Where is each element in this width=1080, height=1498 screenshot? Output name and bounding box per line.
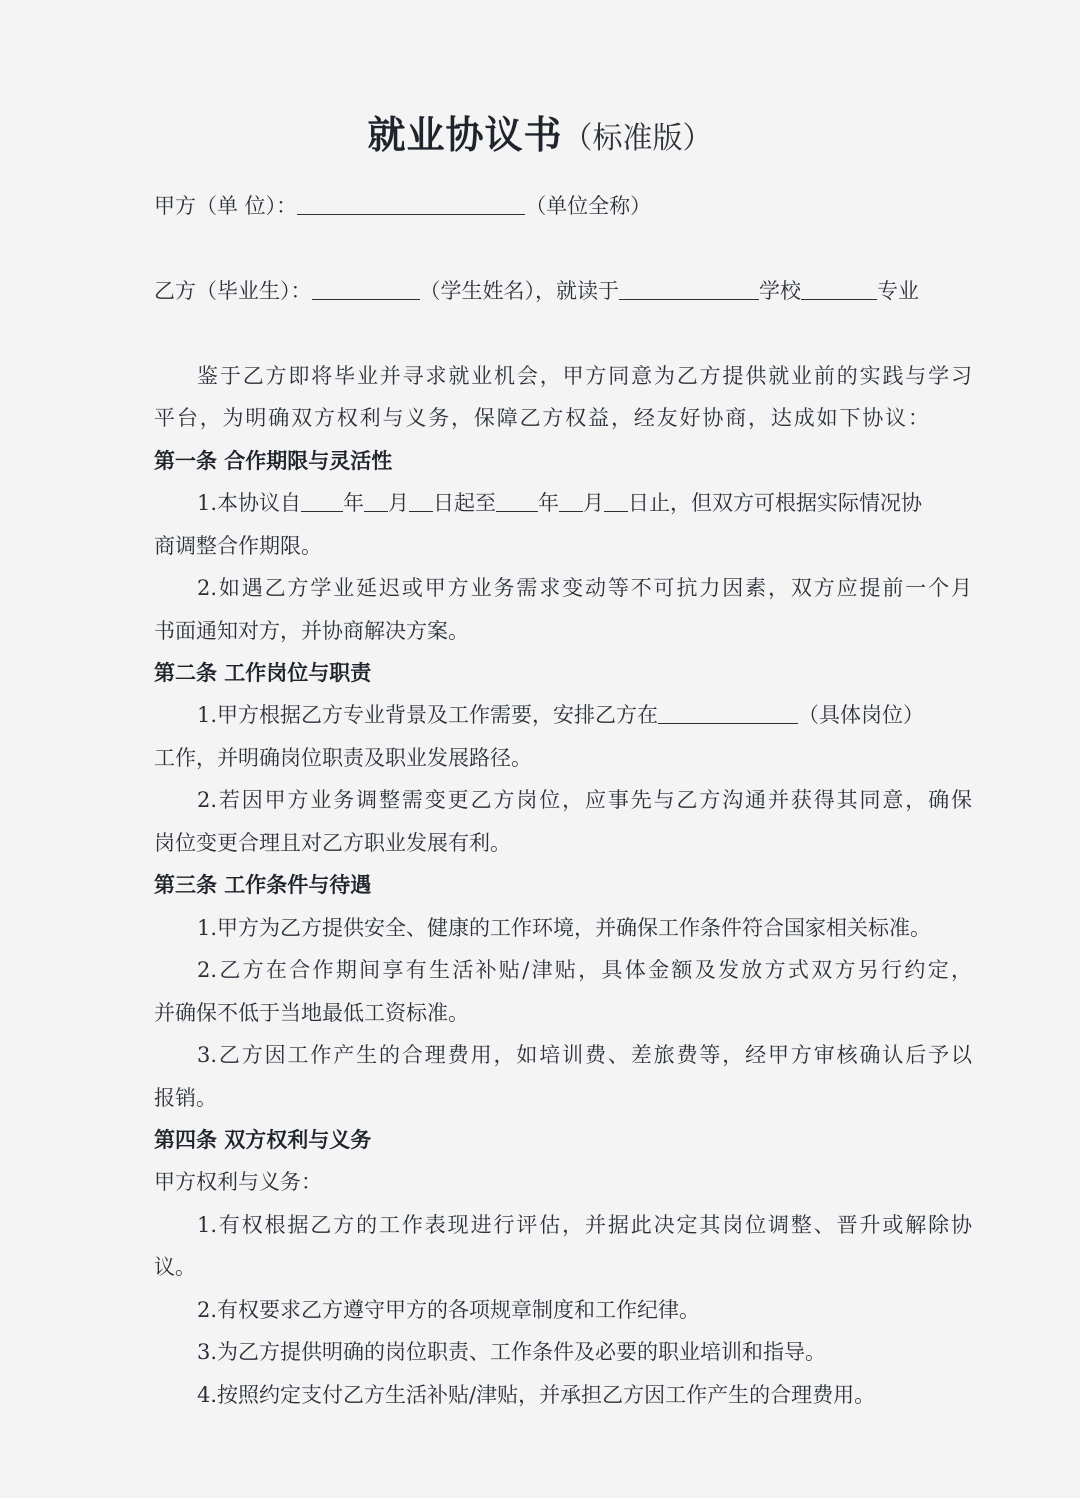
- party-a-name-blank[interactable]: [297, 192, 525, 215]
- major-label: 专业: [877, 279, 919, 303]
- article-3-clause-1: 1.甲方为乙方提供安全、健康的工作环境，并确保工作条件符合国家相关标准。: [197, 916, 932, 940]
- article-4-clause-4: 4.按照约定支付乙方生活补贴/津贴，并承担乙方因工作产生的合理费用。: [197, 1383, 876, 1407]
- article-3-clause-3-cont: 报销。: [154, 1086, 217, 1110]
- term-start-label: 1.本协议自: [197, 491, 302, 515]
- party-a-note: （单位全称）: [525, 194, 652, 218]
- student-name-blank[interactable]: [312, 277, 420, 300]
- party-b-label: 乙方（毕业生）：: [154, 279, 312, 303]
- article-1-clause-2-cont: 书面通知对方，并协商解决方案。: [154, 619, 469, 643]
- article-4-clause-2: 2.有权要求乙方遵守甲方的各项规章制度和工作纪律。: [197, 1298, 701, 1322]
- end-year-blank[interactable]: [496, 489, 538, 512]
- end-year-label: 年: [538, 491, 560, 515]
- party-b-line: [154, 276, 929, 306]
- article-1-clause-1: [154, 488, 972, 518]
- start-month-blank[interactable]: [364, 489, 388, 512]
- article-3-clause-2: 2.乙方在合作期间享有生活补贴/津贴，具体金额及发放方式双方另行约定，: [197, 958, 972, 982]
- school-blank[interactable]: [619, 277, 759, 300]
- start-day-blank[interactable]: [409, 489, 433, 512]
- preamble-line-2: 平台，为明确双方权利与义务，保障乙方权益，经友好协商，达成如下协议：: [154, 406, 929, 430]
- article-3-clause-2-cont: 并确保不低于当地最低工资标准。: [154, 1001, 469, 1025]
- party-a-line: [154, 191, 929, 221]
- major-blank[interactable]: [801, 277, 877, 300]
- article-3-clause-3: 3.乙方因工作产生的合理费用，如培训费、差旅费等，经甲方审核确认后予以: [197, 1043, 972, 1067]
- article-1-heading: 第一条 合作期限与灵活性: [154, 448, 393, 473]
- end-month-label: 月: [583, 491, 605, 515]
- article-4-clause-1: 1.有权根据乙方的工作表现进行评估，并据此决定其岗位调整、晋升或解除协: [197, 1213, 972, 1237]
- article-4-clause-3: 3.为乙方提供明确的岗位职责、工作条件及必要的职业培训和指导。: [197, 1340, 827, 1364]
- title-main: 就业协议书: [367, 112, 563, 157]
- start-day-label: 日起至: [433, 491, 497, 515]
- article-2-heading: 第二条 工作岗位与职责: [154, 660, 372, 685]
- article-3-heading: 第三条 工作条件与待遇: [154, 872, 372, 897]
- end-day-blank[interactable]: [604, 489, 628, 512]
- article-4-clause-1-cont: 议。: [154, 1255, 196, 1279]
- article-1-clause-2: 2.如遇乙方学业延迟或甲方业务需求变动等不可抗力因素，双方应提前一个月: [197, 576, 972, 600]
- party-a-label: 甲方（单 位）：: [154, 194, 298, 218]
- preamble-line-1: 鉴于乙方即将毕业并寻求就业机会，甲方同意为乙方提供就业前的实践与学习: [197, 364, 972, 388]
- position-intro: 1.甲方根据乙方专业背景及工作需要，安排乙方在: [197, 703, 659, 727]
- party-b-name-note: （学生姓名），就读于: [419, 279, 619, 303]
- title-sub: （标准版）: [562, 121, 713, 156]
- position-note: （具体岗位）: [798, 703, 925, 727]
- article-2-clause-1-cont: 工作，并明确岗位职责及职业发展路径。: [154, 746, 532, 770]
- school-label: 学校: [759, 279, 801, 303]
- start-year-label: 年: [343, 491, 365, 515]
- article-4-heading: 第四条 双方权利与义务: [154, 1127, 372, 1152]
- article-2-clause-2: 2.若因甲方业务调整需变更乙方岗位，应事先与乙方沟通并获得其同意，确保: [197, 788, 972, 812]
- article-4-subheading: 甲方权利与义务：: [154, 1170, 322, 1194]
- start-year-blank[interactable]: [301, 489, 343, 512]
- article-1-clause-1-cont: 商调整合作期限。: [154, 534, 322, 558]
- position-blank[interactable]: [658, 701, 798, 724]
- article-2-clause-1: [154, 700, 972, 730]
- end-month-blank[interactable]: [559, 489, 583, 512]
- start-month-label: 月: [388, 491, 410, 515]
- article-2-clause-2-cont: 岗位变更合理且对乙方职业发展有利。: [154, 831, 511, 855]
- document-title: [0, 104, 1080, 159]
- end-day-label: 日止，但双方可根据实际情况协: [628, 491, 923, 515]
